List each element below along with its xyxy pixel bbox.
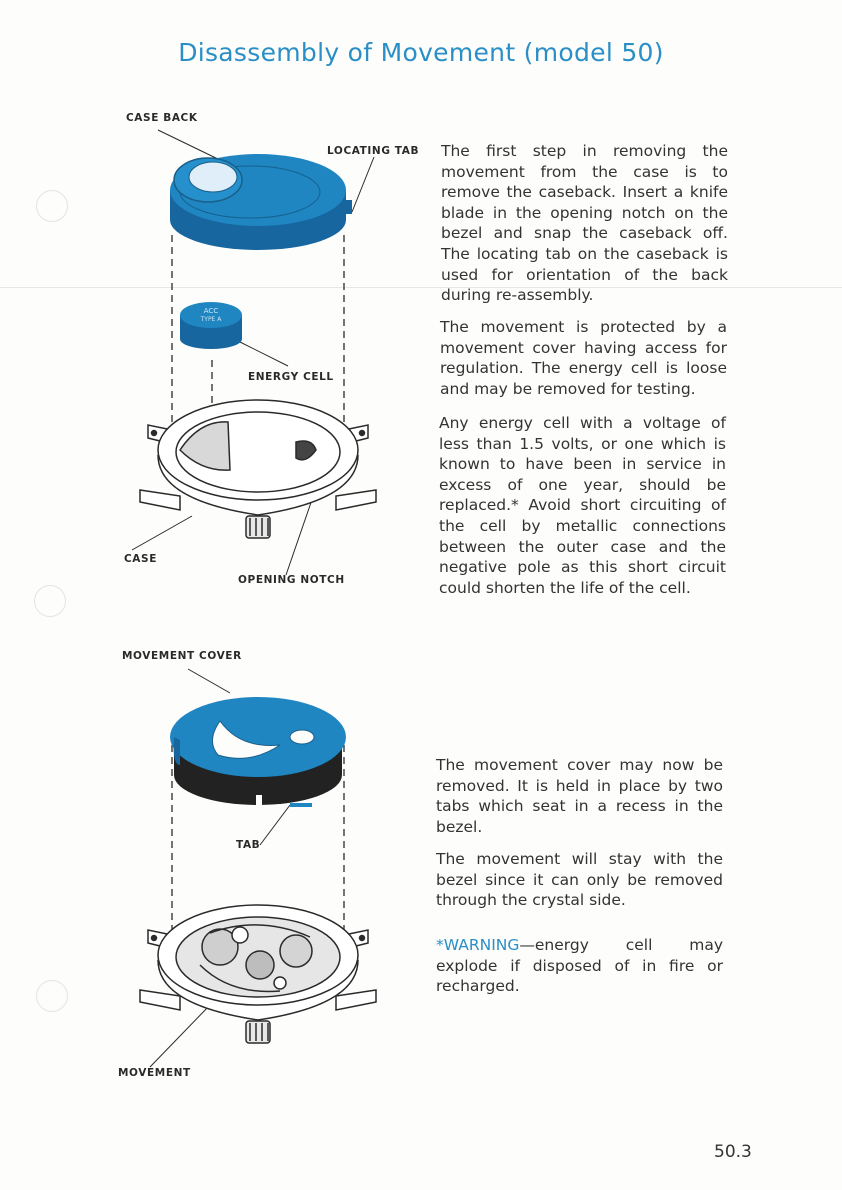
exploded-diagram-caseback bbox=[110, 120, 390, 600]
cell-marking-line1: ACC bbox=[203, 307, 219, 315]
warning-heading: *WARNING bbox=[436, 936, 520, 954]
paragraph-energy-cell-voltage: Any energy cell with a voltage of less than 1.5 volts, or one which is known to have been in service in excess of one year, should be replaced.* Avoid short circuiting of the cell by metallic connections between the outer case and the negative pole as this short circuit could shorten the life of the cell. bbox=[439, 414, 726, 597]
label-opening-notch: OPENING NOTCH bbox=[238, 574, 345, 586]
paragraph-movement-stays-with-bezel: The movement will stay with the bezel since it can only be removed through the crystal side. bbox=[436, 850, 723, 910]
paragraph-remove-caseback: The first step in removing the movement from the case is to remove the caseback. Insert a knife blade in the opening notch on the bezel and snap the caseback off. The locating tab on the caseback is used for orientation of the back during re-assembly. bbox=[441, 142, 728, 305]
page-title: Disassembly of Movement (model 50) bbox=[178, 38, 664, 67]
cell-marking-line2: TYPE A bbox=[200, 316, 222, 323]
paragraph-movement-cover-intro: The movement is protected by a movement cover having access for regulation. The energy cell is loose and may be removed for testing. bbox=[440, 318, 727, 398]
scan-speck bbox=[36, 980, 68, 1012]
paragraph-remove-movement-cover: The movement cover may now be removed. It is held in place by two tabs which seat in a recess in the bezel. bbox=[436, 756, 723, 836]
label-movement: MOVEMENT bbox=[118, 1067, 191, 1079]
page-number: 50.3 bbox=[714, 1142, 752, 1162]
label-locating-tab: LOCATING TAB bbox=[327, 145, 420, 157]
label-case: CASE bbox=[124, 553, 157, 565]
label-tab: TAB bbox=[236, 839, 261, 851]
scan-speck bbox=[34, 585, 66, 617]
scan-speck bbox=[36, 190, 68, 222]
case-part bbox=[140, 400, 376, 538]
movement-in-case-part bbox=[140, 905, 376, 1043]
label-case-back: CASE BACK bbox=[126, 112, 198, 124]
exploded-diagram-movement-cover bbox=[110, 665, 390, 1085]
warning-text: —energy cell may explode if disposed of in fire or recharged. bbox=[436, 936, 723, 996]
paragraph-warning bbox=[436, 935, 723, 997]
label-movement-cover: MOVEMENT COVER bbox=[122, 650, 242, 662]
movement-cover-part bbox=[170, 697, 346, 809]
case-back-part bbox=[170, 154, 352, 250]
energy-cell-part bbox=[180, 302, 242, 349]
label-energy-cell: ENERGY CELL bbox=[248, 371, 334, 383]
